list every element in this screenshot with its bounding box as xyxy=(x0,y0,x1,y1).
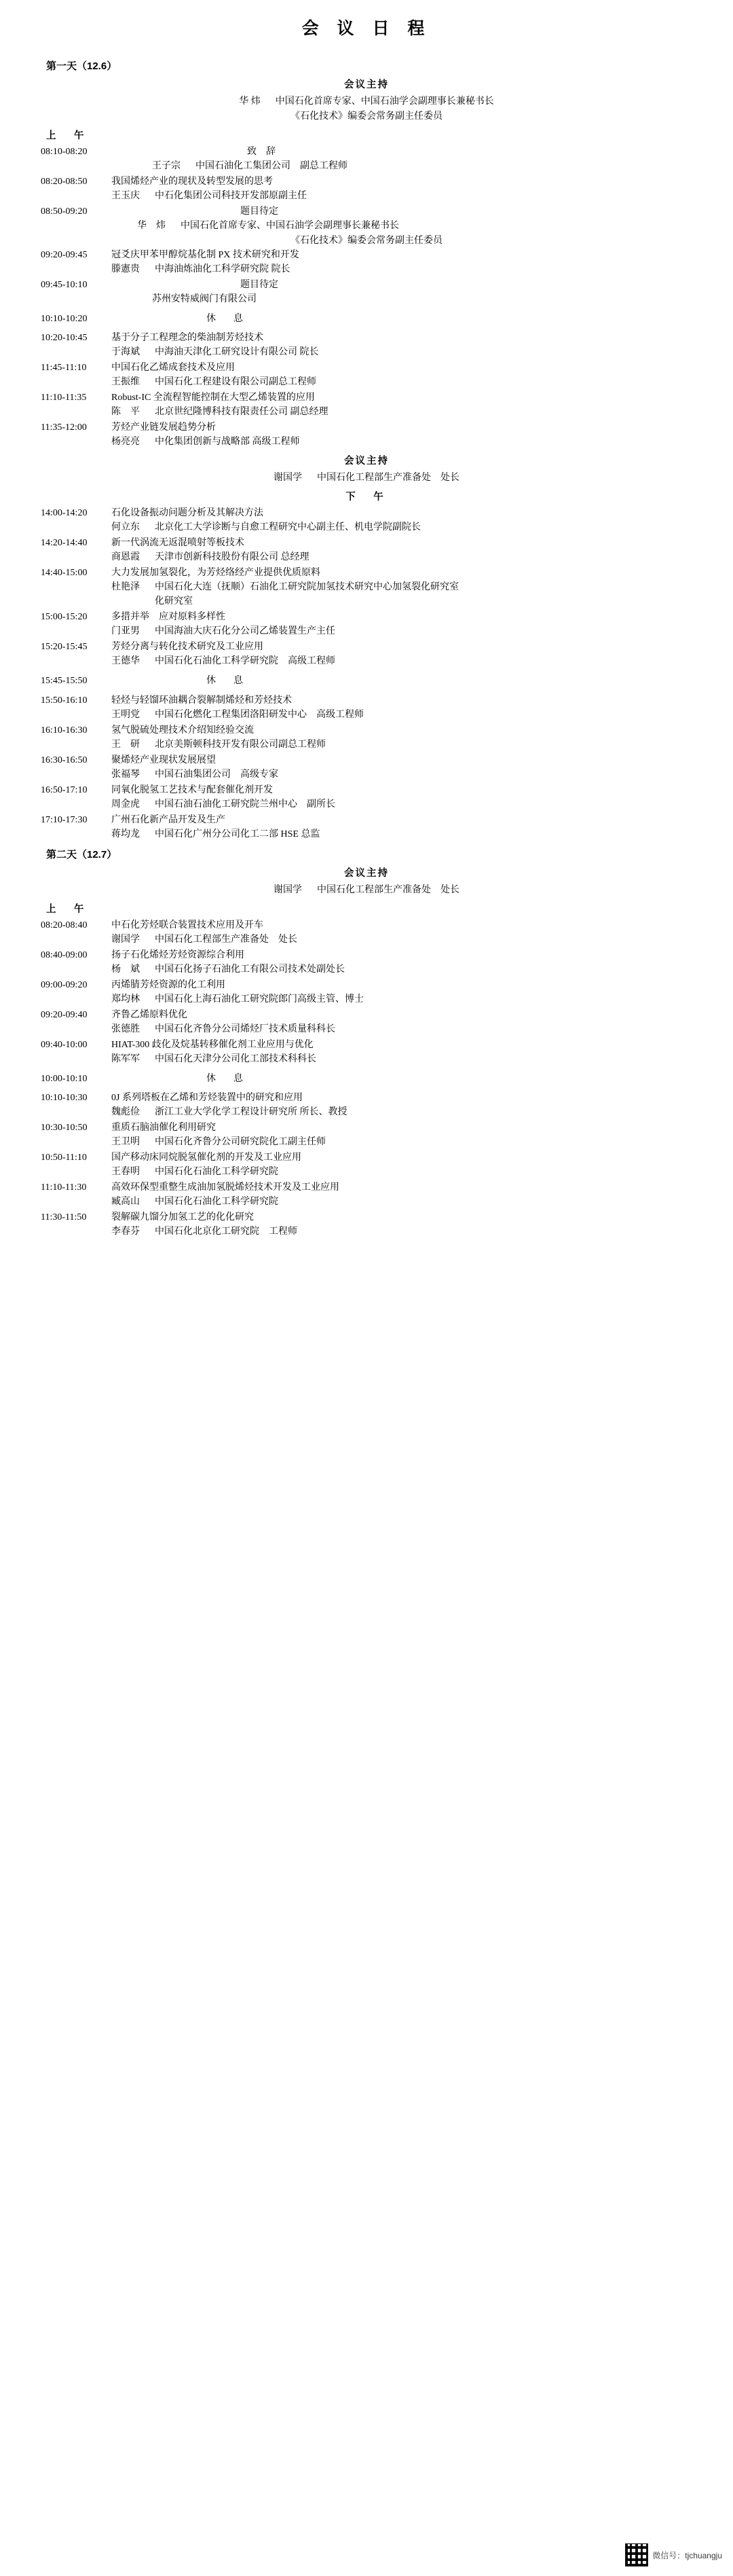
speaker-name: 郑均林 xyxy=(111,994,140,1004)
speaker-affiliation: 苏州安特威阀门有限公司 xyxy=(152,294,257,304)
agenda-time: 17:10-17:30 xyxy=(41,814,88,825)
host-line-1 xyxy=(41,94,692,107)
agenda-topic: 多措并举 应对原料多样性 xyxy=(111,612,225,623)
agenda-break-label: 休 息 xyxy=(206,676,247,687)
speaker-name: 王明党 xyxy=(111,709,140,720)
speaker-name: 李春芬 xyxy=(111,1227,140,1237)
agenda-topic: 裂解碳九馏分加氢工艺的化化研究 xyxy=(111,1212,254,1223)
agenda-item-main xyxy=(41,813,692,827)
agenda-item-main xyxy=(41,1091,692,1105)
agenda-speaker-affiliation-2: 《石化技术》编委会常务副主任委员 xyxy=(290,236,443,246)
agenda-item xyxy=(41,1150,692,1179)
period-label-morning-1: 上 午 xyxy=(46,130,88,141)
agenda-item xyxy=(41,204,692,247)
agenda-topic: 同氧化脱氢工艺技术与配套催化剂开发 xyxy=(111,784,273,795)
session-host-title-1: 会议主持 xyxy=(344,79,389,90)
agenda-topic: 基于分子工程理念的柴油制芳烃技术 xyxy=(111,333,263,344)
host-name: 华 炜 xyxy=(239,96,261,107)
speaker-affiliation: 中国石化首席专家、中国石油学会副理事长兼秘书长 xyxy=(181,221,399,231)
speaker-name: 商恩霞 xyxy=(111,552,140,563)
speaker-name: 王德华 xyxy=(111,656,140,667)
agenda-break xyxy=(41,674,692,689)
agenda-speaker-affiliation-cont: 化研究室 xyxy=(155,596,193,607)
agenda-item xyxy=(41,536,692,564)
agenda-topic: 致 辞 xyxy=(247,147,276,157)
agenda-item-main xyxy=(41,610,692,624)
agenda-item-main xyxy=(41,391,692,405)
wechat-label: 微信号：tjchuangju xyxy=(652,2550,722,2560)
period-label-morning-2: 上 午 xyxy=(46,903,88,915)
speaker-name: 陈军军 xyxy=(111,1053,140,1064)
agenda-topic: 轻烃与轻馏环油耦合裂解制烯烃和芳烃技术 xyxy=(111,695,292,706)
agenda-item xyxy=(41,248,692,276)
agenda-item xyxy=(41,420,692,449)
agenda-item xyxy=(41,948,692,977)
agenda-time: 10:00-10:10 xyxy=(41,1073,88,1084)
day-heading-2: 第二天（12.7） xyxy=(46,848,117,860)
agenda-item xyxy=(41,1180,692,1209)
speaker-affiliation: 北京世纪隆博科技有限责任公司 副总经理 xyxy=(155,407,328,418)
agenda-time: 10:20-10:45 xyxy=(41,333,88,344)
agenda-item-main xyxy=(41,145,692,159)
agenda-break xyxy=(41,312,692,327)
agenda-item xyxy=(41,331,692,359)
agenda-item-main xyxy=(41,175,692,189)
day-heading-1: 第一天（12.6） xyxy=(46,60,117,72)
agenda-item-main xyxy=(41,420,692,435)
agenda-time: 15:50-16:10 xyxy=(41,695,88,706)
agenda-break-label: 休 息 xyxy=(206,314,247,324)
speaker-name: 蒋均龙 xyxy=(111,829,140,839)
speaker-affiliation: 中国石化石油化工科学研究院 xyxy=(155,1167,278,1178)
agenda-item-main xyxy=(41,640,692,654)
agenda-time: 08:20-08:40 xyxy=(41,920,88,930)
agenda-speaker-row xyxy=(41,1165,692,1179)
agenda-item xyxy=(41,145,692,173)
agenda-topic: 国产移动床同烷脱氢催化剂的开发及工业应用 xyxy=(111,1153,301,1163)
wechat-footer xyxy=(625,2543,722,2566)
speaker-name: 何立东 xyxy=(111,522,140,533)
speaker-name: 于海斌 xyxy=(111,347,140,358)
agenda-speaker-row xyxy=(41,962,692,977)
speaker-name: 张福琴 xyxy=(111,769,140,780)
agenda-speaker-row xyxy=(41,708,692,722)
session-host-title-3: 会议主持 xyxy=(344,867,389,879)
speaker-affiliation: 中国石化工程部生产准备处 处长 xyxy=(155,934,297,945)
host-line-4 xyxy=(41,882,692,896)
agenda-item xyxy=(41,1038,692,1066)
agenda-speaker-row xyxy=(41,219,692,233)
speaker-affiliation: 中国石化大连（抚顺）石油化工研究院加氢技术研究中心加氢裂化研究室 xyxy=(155,582,459,593)
speaker-name: 臧高山 xyxy=(111,1197,140,1208)
agenda-time: 08:20-08:50 xyxy=(41,177,88,187)
period-label-afternoon-1: 下 午 xyxy=(345,492,388,503)
agenda-item xyxy=(41,753,692,782)
agenda-item xyxy=(41,1008,692,1036)
agenda-speaker-row xyxy=(41,797,692,812)
host-line-3 xyxy=(41,470,692,484)
speaker-affiliation: 中国石化扬子石油化工有限公司技术处副处长 xyxy=(155,964,345,975)
session-host-title-2: 会议主持 xyxy=(344,456,389,467)
agenda-break xyxy=(41,1072,692,1087)
agenda-speaker-row xyxy=(41,292,692,306)
agenda-topic: 石化设备振动问题分析及其解决方法 xyxy=(111,508,263,519)
speaker-name: 魏彪俭 xyxy=(111,1107,140,1118)
speaker-affiliation: 中国石化石油化工科学研究院 xyxy=(155,1197,278,1208)
agenda-topic: 广州石化新产品开发及生产 xyxy=(111,814,225,825)
agenda-item-main xyxy=(41,753,692,767)
agenda-speaker-row xyxy=(41,159,692,173)
page-title: 会 议 日 程 xyxy=(301,19,432,38)
agenda-item-main xyxy=(41,204,692,219)
agenda-speaker-row xyxy=(41,262,692,276)
speaker-name: 周金虎 xyxy=(111,799,140,810)
agenda-time: 14:20-14:40 xyxy=(41,538,88,549)
agenda-item-main xyxy=(41,948,692,962)
agenda-item-main xyxy=(41,506,692,520)
speaker-name: 张德胜 xyxy=(111,1023,140,1034)
agenda-item xyxy=(41,813,692,841)
agenda-topic: 芳烃产业链发展趋势分析 xyxy=(111,422,216,433)
agenda-speaker-row xyxy=(41,580,692,594)
speaker-affiliation: 中国石油化工集团公司 副总工程师 xyxy=(195,161,347,171)
speaker-affiliation: 天津市创新科技股份有限公司 总经理 xyxy=(155,552,309,563)
agenda-time: 08:40-09:00 xyxy=(41,949,88,960)
agenda-item xyxy=(41,1091,692,1119)
agenda-time: 10:50-11:10 xyxy=(41,1153,87,1163)
agenda-topic: 中石化芳烃联合装置技术应用及开车 xyxy=(111,920,263,930)
agenda-topic: 聚烯烃产业现状发展展望 xyxy=(111,755,216,765)
agenda-item-main xyxy=(41,723,692,738)
agenda-item xyxy=(41,566,692,609)
speaker-name: 杨亮亮 xyxy=(111,437,140,448)
speaker-affiliation: 中海油天津化工研究设计有限公司 院长 xyxy=(155,347,319,358)
speaker-name: 王 研 xyxy=(111,739,140,750)
agenda-time: 09:00-09:20 xyxy=(41,979,88,990)
agenda-speaker-row xyxy=(41,520,692,534)
agenda-topic: 我国烯烃产业的现状及转型发展的思考 xyxy=(111,177,273,187)
speaker-affiliation: 中国石化齐鲁分公司烯烃厂技术质量科科长 xyxy=(155,1023,335,1034)
host-affiliation: 中国石化首席专家、中国石油学会副理事长兼秘书长 xyxy=(275,96,494,107)
agenda-item xyxy=(41,918,692,947)
speaker-affiliation: 中石化集团公司科技开发部原副主任 xyxy=(155,191,307,201)
agenda-speaker-row xyxy=(41,738,692,752)
agenda-item-main xyxy=(41,978,692,992)
speaker-name: 王春明 xyxy=(111,1167,140,1178)
agenda-time: 15:20-15:45 xyxy=(41,642,88,653)
agenda-speaker-row xyxy=(41,550,692,564)
agenda-topic: 芳烃分离与转化技术研究及工业应用 xyxy=(111,642,263,653)
speaker-name: 滕憲贵 xyxy=(111,264,140,274)
agenda-break-label: 休 息 xyxy=(206,1073,247,1084)
agenda-topic: 冠爻庆甲苯甲醇烷基化制 PX 技术研究和开发 xyxy=(111,250,299,260)
speaker-affiliation: 中国海油大庆石化分公司乙烯装置生产主任 xyxy=(155,626,335,637)
speaker-name: 王振维 xyxy=(111,377,140,388)
agenda-item-main xyxy=(41,1210,692,1224)
agenda-speaker-row xyxy=(41,1224,692,1239)
agenda-time: 11:10-11:30 xyxy=(41,1182,87,1193)
qr-code-icon xyxy=(625,2543,648,2566)
host-affiliation: 中国石化工程部生产准备处 处长 xyxy=(317,473,459,484)
agenda-speaker-row xyxy=(41,345,692,359)
agenda-item xyxy=(41,640,692,668)
agenda-topic: 重质石脑油催化利用研究 xyxy=(111,1123,216,1133)
agenda-time: 08:50-09:20 xyxy=(41,206,88,217)
agenda-item xyxy=(41,783,692,812)
agenda-time: 15:45-15:50 xyxy=(41,676,88,687)
agenda-topic: Robust-IC 全流程智能控制在大型乙烯装置的应用 xyxy=(111,393,315,403)
speaker-affiliation: 中海油炼油化工科学研究院 院长 xyxy=(155,264,290,274)
host-affiliation: 中国石化工程部生产准备处 处长 xyxy=(317,884,459,895)
agenda-time: 14:40-15:00 xyxy=(41,568,88,579)
agenda-item xyxy=(41,723,692,752)
agenda-item xyxy=(41,610,692,638)
agenda-speaker-row xyxy=(41,624,692,638)
agenda-topic: 0J 系列塔板在乙烯和芳烃装置中的研究和应用 xyxy=(111,1093,303,1104)
agenda-item xyxy=(41,978,692,1006)
speaker-name: 门亚男 xyxy=(111,626,140,637)
agenda-time: 16:50-17:10 xyxy=(41,784,88,795)
agenda-speaker-row xyxy=(41,827,692,841)
agenda-item-main xyxy=(41,566,692,580)
agenda-item-main xyxy=(41,1180,692,1195)
speaker-name: 杨 斌 xyxy=(111,964,140,975)
speaker-name: 谢国学 xyxy=(111,934,140,945)
agenda-item xyxy=(41,175,692,203)
agenda-speaker-row xyxy=(41,767,692,782)
agenda-speaker-row xyxy=(41,654,692,668)
speaker-name: 王子宗 xyxy=(152,161,181,171)
speaker-affiliation: 中国石化北京化工研究院 工程师 xyxy=(155,1227,297,1237)
agenda-topic: 氢气脱硫处理技术介绍知经验交流 xyxy=(111,725,254,736)
agenda-topic: 中国石化乙烯成套技术及应用 xyxy=(111,363,235,374)
speaker-affiliation: 北京美斯顿科技开发有限公司副总工程师 xyxy=(155,739,326,750)
speaker-affiliation: 中国石化石油化工科学研究院 高级工程师 xyxy=(155,656,335,667)
agenda-speaker-row xyxy=(41,1022,692,1036)
speaker-affiliation: 中国石化燃化工程集团洛阳研发中心 高级工程师 xyxy=(155,709,364,720)
agenda-item-main xyxy=(41,1038,692,1052)
speaker-affiliation: 中国石化上海石油化工研究院郎门高级主管、博士 xyxy=(155,994,364,1004)
agenda-topic: HIAT-300 歧化及烷基转移催化剂工业应用与优化 xyxy=(111,1039,314,1050)
agenda-item xyxy=(41,278,692,306)
speaker-affiliation: 中国石油石油化工研究院兰州中心 副所长 xyxy=(155,799,335,810)
agenda-time: 10:10-10:20 xyxy=(41,314,88,324)
speaker-affiliation: 中国石化天津分公司化工部技术科科长 xyxy=(155,1053,316,1064)
speaker-name: 王卫明 xyxy=(111,1137,140,1148)
agenda-topic: 齐鲁乙烯原料优化 xyxy=(111,1009,187,1020)
agenda-item-main xyxy=(41,783,692,797)
agenda-time: 09:40-10:00 xyxy=(41,1039,88,1050)
agenda-speaker-row xyxy=(41,992,692,1006)
agenda-speaker-row xyxy=(41,1195,692,1209)
agenda-topic: 丙烯腈芳烃资源的化工利用 xyxy=(111,979,225,990)
speaker-affiliation: 中国石油集团公司 高级专家 xyxy=(155,769,278,780)
agenda-item xyxy=(41,1121,692,1149)
agenda-topic: 题目待定 xyxy=(240,280,278,290)
agenda-topic: 高效环保型重整生成油加氢脱烯烃技术开发及工业应用 xyxy=(111,1182,339,1193)
agenda-time: 15:00-15:20 xyxy=(41,612,88,623)
agenda-item-main xyxy=(41,693,692,708)
agenda-item-main xyxy=(41,1008,692,1022)
agenda-item-main xyxy=(41,918,692,932)
agenda-item-main xyxy=(41,278,692,292)
agenda-time: 14:00-14:20 xyxy=(41,508,88,519)
agenda-item-main xyxy=(41,1121,692,1135)
speaker-name: 杜艳泽 xyxy=(111,582,140,593)
speaker-name: 陈 平 xyxy=(111,407,140,418)
agenda-time: 11:45-11:10 xyxy=(41,363,87,374)
agenda-time: 09:20-09:40 xyxy=(41,1009,88,1020)
agenda-item xyxy=(41,693,692,722)
agenda-item-main xyxy=(41,248,692,262)
agenda-topic: 新一代涡流无返混喷射等板技术 xyxy=(111,538,244,549)
agenda-item-main xyxy=(41,536,692,550)
agenda-speaker-row xyxy=(41,1052,692,1066)
agenda-speaker-row xyxy=(41,1135,692,1149)
speaker-affiliation: 中化集团创新与战略部 高级工程师 xyxy=(155,437,300,448)
agenda-speaker-row xyxy=(41,405,692,419)
agenda-item-main xyxy=(41,1150,692,1165)
agenda-item-main xyxy=(41,331,692,345)
agenda-time: 11:30-11:50 xyxy=(41,1212,87,1223)
speaker-affiliation: 北京化工大学诊断与自愈工程研究中心副主任、机电学院副院长 xyxy=(155,522,421,533)
speaker-affiliation: 中国石化工程建设有限公司副总工程师 xyxy=(155,377,316,388)
agenda-item xyxy=(41,1210,692,1239)
agenda-time: 10:30-10:50 xyxy=(41,1123,88,1133)
agenda-time: 09:20-09:45 xyxy=(41,250,88,260)
agenda-item xyxy=(41,361,692,389)
agenda-time: 11:35-12:00 xyxy=(41,422,87,433)
agenda-topic: 题目待定 xyxy=(240,206,278,217)
agenda-time: 10:10-10:30 xyxy=(41,1093,88,1104)
host-line-2 xyxy=(41,109,692,122)
agenda-topic: 扬子石化烯烃芳烃资源综合利用 xyxy=(111,949,244,960)
speaker-affiliation: 浙江工业大学化学工程设计研究所 所长、教授 xyxy=(155,1107,347,1118)
agenda-time: 16:10-16:30 xyxy=(41,725,88,736)
agenda-speaker-row xyxy=(41,375,692,389)
host-affiliation-2: 《石化技术》编委会常务副主任委员 xyxy=(290,111,443,122)
agenda-speaker-row xyxy=(41,932,692,947)
agenda-item xyxy=(41,506,692,534)
speaker-name: 王玉庆 xyxy=(111,191,140,201)
agenda-item-main xyxy=(41,361,692,375)
agenda-time: 11:10-11:35 xyxy=(41,393,87,403)
host-name: 谢国学 xyxy=(274,884,302,895)
agenda-time: 09:45-10:10 xyxy=(41,280,88,290)
agenda-time: 08:10-08:20 xyxy=(41,147,88,157)
agenda-speaker-row xyxy=(41,435,692,449)
speaker-name: 华 炜 xyxy=(137,221,166,231)
speaker-affiliation: 中国石化广州分公司化工二部 HSE 总监 xyxy=(155,829,320,839)
agenda-item xyxy=(41,391,692,419)
agenda-topic: 大力发展加氢裂化，为芳烃络经产业提供优质原料 xyxy=(111,568,320,579)
agenda-speaker-row xyxy=(41,189,692,203)
agenda-speaker-row xyxy=(41,1105,692,1119)
host-name: 谢国学 xyxy=(274,473,302,484)
speaker-affiliation: 中国石化齐鲁分公司研究院化工副主任师 xyxy=(155,1137,326,1148)
agenda-time: 16:30-16:50 xyxy=(41,755,88,765)
